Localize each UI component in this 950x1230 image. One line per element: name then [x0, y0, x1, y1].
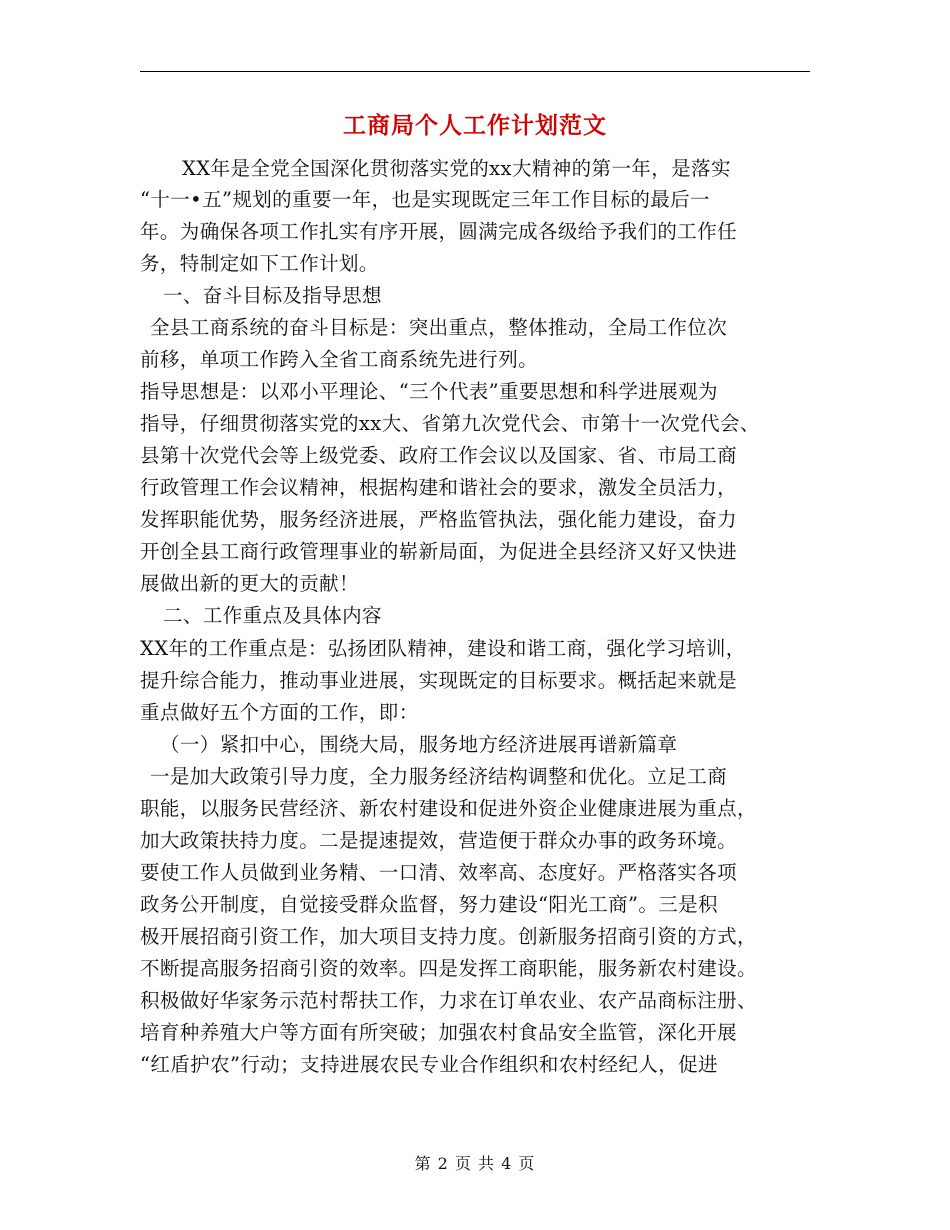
body-line: 年。为确保各项工作扎实有序开展，圆满完成各级给予我们的工作任 — [140, 220, 738, 243]
body-line: “十一•五”规划的重要一年，也是实现既定三年工作目标的最后一 — [140, 188, 710, 211]
body-line: 要使工作人员做到业务精、一口清、效率高、态度好。严格落实各项 — [140, 861, 738, 884]
section-heading: 一、奋斗目标及指导思想 — [163, 284, 382, 307]
body-line: 职能，以服务民营经济、新农村建设和促进外资企业健康进展为重点， — [140, 797, 757, 820]
body-line: 发挥职能优势，服务经济进展，严格监管执法，强化能力建设，奋力 — [140, 508, 738, 531]
body-line: XX年是全党全国深化贯彻落实党的xx大精神的第一年，是落实 — [182, 157, 731, 180]
body-line: 开创全县工商行政管理事业的崭新局面，为促进全县经济又好又快进 — [140, 540, 738, 563]
body-line: 务，特制定如下工作计划。 — [140, 252, 379, 275]
section-heading: 二、工作重点及具体内容 — [163, 604, 382, 627]
page-number: 第 2 页 共 4 页 — [414, 1154, 536, 1173]
body-line: 积极做好华家务示范村帮扶工作，力求在订单农业、农产品商标注册、 — [140, 989, 757, 1012]
body-line: 行政管理工作会议精神，根据构建和谐社会的要求，激发全员活力， — [140, 476, 738, 499]
body-line: 县第十次党代会等上级党委、政府工作会议以及国家、省、市局工商 — [140, 444, 738, 467]
header-rule — [140, 71, 810, 72]
body-line: 指导，仔细贯彻落实党的xx大、省第九次党代会、市第十一次党代会、 — [140, 412, 760, 435]
body-line: 全县工商系统的奋斗目标是：突出重点，整体推动，全局工作位次 — [150, 316, 728, 339]
body-line: 重点做好五个方面的工作，即： — [140, 701, 419, 724]
body-line: 前移，单项工作跨入全省工商系统先进行列。 — [140, 348, 539, 371]
body-line: 指导思想是：以邓小平理论、“三个代表”重要思想和科学进展观为 — [140, 380, 718, 403]
subsection-heading: （一）紧扣中心，围绕大局，服务地方经济进展再谱新篇章 — [160, 733, 678, 756]
body-line: 极开展招商引资工作，加大项目支持力度。创新服务招商引资的方式， — [140, 925, 757, 948]
document-title: 工商局个人工作计划范文 — [343, 112, 607, 139]
body-line: 不断提高服务招商引资的效率。四是发挥工商职能，服务新农村建设。 — [140, 957, 757, 980]
body-line: “红盾护农”行动；支持进展农民专业合作组织和农村经纪人，促进 — [140, 1053, 718, 1076]
body-line: 培育种养殖大户等方面有所突破；加强农村食品安全监管，深化开展 — [140, 1021, 738, 1044]
body-line: 加大政策扶持力度。二是提速提效，营造便于群众办事的政务环境。 — [140, 829, 738, 852]
body-line: 一是加大政策引导力度，全力服务经济结构调整和优化。立足工商 — [150, 765, 728, 788]
body-line: XX年的工作重点是：弘扬团队精神，建设和谐工商，强化学习培训， — [140, 637, 746, 660]
body-line: 展做出新的更大的贡献！ — [140, 572, 359, 595]
body-line: 政务公开制度，自觉接受群众监督，努力建设“阳光工商”。三是积 — [140, 893, 718, 916]
body-line: 提升综合能力，推动事业进展，实现既定的目标要求。概括起来就是 — [140, 669, 738, 692]
